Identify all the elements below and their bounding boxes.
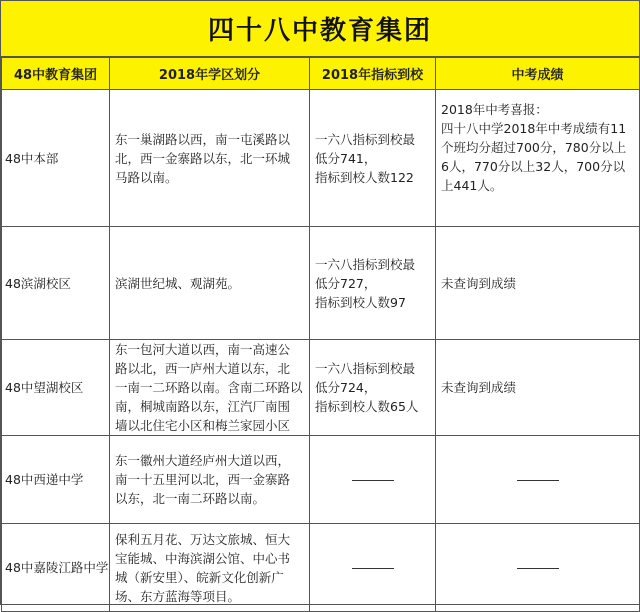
- district-line: 马路以南。: [115, 169, 178, 185]
- district-cell: [110, 90, 310, 227]
- district-cell: [110, 227, 310, 340]
- district-line: 东一徽州大道经庐州大道以西，: [115, 453, 291, 468]
- district-line: 南，桐城南路以东，江汽厂南围: [115, 399, 291, 414]
- school-name: 48滨湖校区: [2, 227, 110, 340]
- score-line: 未查询到成绩: [441, 380, 517, 395]
- school-name: 48中本部: [2, 90, 110, 227]
- empty-dash: [352, 480, 394, 481]
- quota-cell: [310, 227, 436, 340]
- score-line: 未查询到成绩: [441, 275, 517, 291]
- table-row: [2, 340, 640, 436]
- header-score: 中考成绩: [436, 58, 640, 90]
- district-line: 南一十五里河以北，西一金寨路: [115, 472, 291, 487]
- score-line: 四十八中学2018年中考成绩有11: [441, 121, 627, 136]
- district-line: 宝能城、中海滨湖公馆、中心书: [115, 550, 291, 566]
- district-line: 北，西一金寨路以东，北一环城: [115, 150, 291, 166]
- score-cell: [436, 90, 640, 227]
- district-line: 场、东方蓝海等项目。: [115, 588, 241, 604]
- quota-line: 低分724，: [315, 380, 377, 395]
- district-line: 东一巢湖路以西，南一屯溪路以: [115, 131, 291, 147]
- quota-cell: [310, 524, 436, 612]
- table-header-row: [2, 58, 640, 90]
- quota-line: 指标到校人数122: [315, 169, 414, 185]
- school-name: 48中嘉陵江路中学: [2, 524, 110, 612]
- district-line: 东一包河大道以西，南一高速公: [115, 342, 291, 357]
- district-cell: [110, 340, 310, 436]
- table-row: [2, 524, 640, 612]
- quota-cell: [310, 340, 436, 436]
- school-group-table: [1, 57, 640, 612]
- score-line: 6人，770分以上32人，700分以: [441, 159, 626, 174]
- district-cell: [110, 524, 310, 612]
- school-name: 48中望湖校区: [2, 340, 110, 436]
- header-district: 2018年学区划分: [110, 58, 310, 90]
- quota-line: 一六八指标到校最: [315, 131, 416, 147]
- table-row: [2, 227, 640, 340]
- district-line: 墙以北住宅小区和梅兰家园小区: [115, 418, 291, 433]
- quota-line: 低分727，: [315, 275, 377, 291]
- quota-cell: [310, 90, 436, 227]
- header-quota: 2018年指标到校: [310, 58, 436, 90]
- school-name: 48中西递中学: [2, 436, 110, 524]
- district-line: 保利五月花、万达文旅城、恒大: [115, 531, 291, 547]
- score-line: 2018年中考喜报：: [441, 102, 548, 117]
- score-cell: [436, 340, 640, 436]
- empty-dash: [517, 480, 559, 481]
- score-cell: [436, 227, 640, 340]
- score-cell: [436, 436, 640, 524]
- quota-cell: [310, 436, 436, 524]
- quota-line: 一六八指标到校最: [315, 361, 416, 376]
- score-cell: [436, 524, 640, 612]
- district-cell: [110, 436, 310, 524]
- quota-line: 指标到校人数65人: [315, 399, 419, 414]
- district-line: 滨湖世纪城、观湖苑。: [115, 275, 241, 291]
- table-row: [2, 436, 640, 524]
- district-line: 路以北，西一庐州大道以东，北: [115, 361, 291, 376]
- empty-dash: [352, 568, 394, 569]
- score-line: 个班均分超过700分，780分以上: [441, 140, 627, 155]
- header-group: 48中教育集团: [2, 58, 110, 90]
- quota-line: 指标到校人数97: [315, 294, 406, 310]
- district-line: 一南一二环路以南。含南二环路以: [115, 380, 303, 395]
- quota-line: 低分741，: [315, 150, 377, 166]
- district-line: 城（新安里）、皖新文化创新广: [115, 569, 284, 585]
- district-line: 以东，北一南二环路以南。: [115, 491, 266, 506]
- score-line: 上441人。: [441, 178, 503, 193]
- empty-dash: [517, 568, 559, 569]
- table-row: [2, 90, 640, 227]
- quota-line: 一六八指标到校最: [315, 256, 416, 272]
- page-title: 四十八中教育集团: [1, 1, 639, 57]
